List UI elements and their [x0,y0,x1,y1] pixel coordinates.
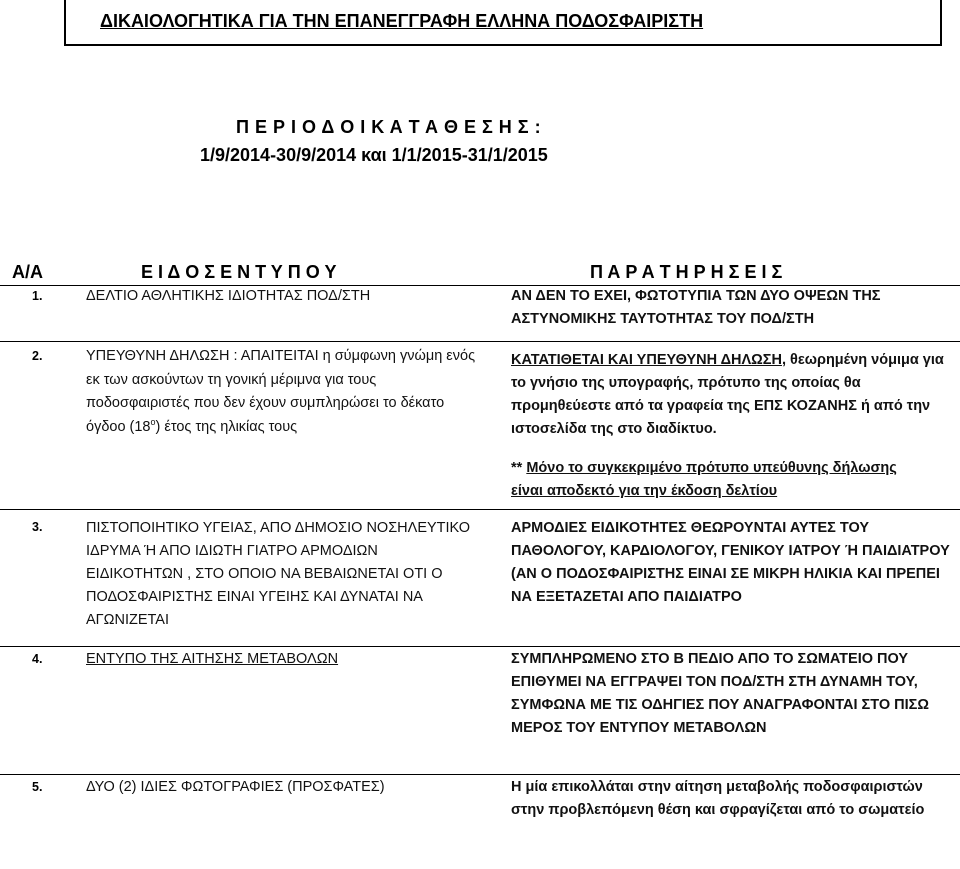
row-number: 5. [32,780,43,794]
row-item-text: ΥΠΕΥΘΥΝΗ ΔΗΛΩΣΗ : ΑΠΑΙΤΕΙΤΑΙ η σύμφωνη γνώμη ενός εκ των ασκούντων τη γονική μέριμνα για τους ποδοσφαιριστές που δεν έχουν συμπληρώσει το δέκατο όγδοο (18 [86,348,476,435]
row-note: ΣΥΜΠΛΗΡΩΜΕΝΟ ΣΤΟ Β ΠΕΔΙΟ ΑΠΟ ΤΟ ΣΩΜΑΤΕΙΟ ΠΟΥ ΕΠΙΘΥΜΕΙ ΝΑ ΕΓΓΡΑΨΕΙ ΤΟΝ ΠΟΔ/ΣΤΗ ΣΤΗ ΔΥΝΑΜΗ ΤΟΥ, ΣΥΜΦΩΝΑ ΜΕ ΤΙΣ ΟΔΗΓΙΕΣ ΠΟΥ ΑΝΑΓΡΑΦΟΝΤΑΙ ΣΤΟ ΠΙΣΩ ΜΕΡΟΣ ΤΟΥ ΕΝΤΥΠΟΥ ΜΕΤΑΒΟΛΩΝ [511,651,929,736]
star-prefix: ** [511,460,527,476]
header-eidos: Ε Ι Δ Ο Σ Ε Ν Τ Υ Π Ο Υ [141,262,337,282]
row-note [511,349,946,441]
row-number: 2. [32,349,43,363]
note-rest: , θεωρημένη νόμιμα για το γνήσιο της υπογραφής, πρότυπο της οποίας θα προμηθεύεστε από τα γραφεία της ΕΠΣ ΚΟΖΑΝΗΣ ή από την ιστοσελίδα της στο διαδίκτυο. [511,352,944,437]
row-item: ΕΝΤΥΠΟ ΤΗΣ ΑΙΤΗΣΗΣ ΜΕΤΑΒΟΛΩΝ [86,651,339,667]
row-item-text-end: ) έτος της ηλικίας τους [155,418,298,435]
row-divider [0,774,960,775]
row-number: 1. [32,289,43,303]
row-note: Η μία επικολλάται στην αίτηση μεταβολής ποδοσφαιριστών στην προβλεπόμενη θέση και σφραγίζεται από το σωματείο [511,779,925,818]
row-number: 4. [32,652,43,666]
note-underlined: ΚΑΤΑΤΙΘΕΤΑΙ ΚΑΙ ΥΠΕΥΘΥΝΗ ΔΗΛΩΣΗ [511,352,782,368]
row-item: ΔΥΟ (2) ΙΔΙΕΣ ΦΩΤΟΓΡΑΦΙΕΣ (ΠΡΟΣΦΑΤΕΣ) [86,779,385,795]
star-note-underlined: Μόνο το συγκεκριμένο πρότυπο υπεύθυνης δήλωσης είναι αποδεκτό για την έκδοση δελτίου [511,460,897,499]
row-item [86,345,481,439]
row-divider [0,341,960,342]
row-item: ΠΙΣΤΟΠΟΙΗΤΙΚΟ ΥΓΕΙΑΣ, ΑΠΟ ΔΗΜΟΣΙΟ ΝΟΣΗΛΕΥΤΙΚΟ ΙΔΡΥΜΑ Ή ΑΠΟ ΙΔΙΩΤΗ ΓΙΑΤΡΟ ΑΡΜΟΔΙΩΝ ΕΙΔΙΚΟΤΗΤΩΝ , ΣΤΟ ΟΠΟΙΟ ΝΑ ΒΕΒΑΙΩΝΕΤΑΙ ΟΤΙ Ο ΠΟΔΟΣΦΑΙΡΙΣΤΗΣ ΕΙΝΑΙ ΥΓΕΙΗΣ ΚΑΙ ΔΥΝΑΤΑΙ ΝΑ ΑΓΩΝΙΖΕΤΑΙ [86,520,471,628]
header-aa: Α/Α [12,262,43,282]
period-dates: 1/9/2014-30/9/2014 και 1/1/2015-31/1/2015 [200,145,548,165]
row-number: 3. [32,520,43,534]
row-divider [0,509,960,510]
row-divider [0,646,960,647]
page-title: ΔΙΚΑΙΟΛΟΓΗΤΙΚΑ ΓΙΑ ΤΗΝ ΕΠΑΝΕΓΓΡΑΦΗ ΕΛΛΗΝΑ ΠΟΔΟΣΦΑΙΡΙΣΤΗ [100,11,704,31]
row-note: ΑΡΜΟΔΙΕΣ ΕΙΔΙΚΟΤΗΤΕΣ ΘΕΩΡΟΥΝΤΑΙ ΑΥΤΕΣ ΤΟΥ ΠΑΘΟΛΟΓΟΥ, ΚΑΡΔΙΟΛΟΓΟΥ, ΓΕΝΙΚΟΥ ΙΑΤΡΟΥ Ή ΠΑΙΔΙΑΤΡΟΥ (ΑΝ Ο ΠΟΔΟΣΦΑΙΡΙΣΤΗΣ ΕΙΝΑΙ ΣΕ ΜΙΚΡΗ ΗΛΙΚΙΑ ΚΑΙ ΠΡΕΠΕΙ ΝΑ ΕΞΕΤΑΖΕΤΑΙ ΑΠΟ ΠΑΙΔΙΑΤΡΟ [511,520,950,605]
period-label: Π Ε Ρ Ι Ο Δ Ο Ι Κ Α Τ Α Θ Ε Σ Η Σ : [236,117,542,137]
row-note: ΑΝ ΔΕΝ ΤΟ ΕΧΕΙ, ΦΩΤΟΤΥΠΙΑ ΤΩΝ ΔΥΟ ΟΨΕΩΝ ΤΗΣ ΑΣΤΥΝΟΜΙΚΗΣ ΤΑΥΤΟΤΗΤΑΣ ΤΟΥ ΠΟΔ/ΣΤΗ [511,288,881,327]
row-item: ΔΕΛΤΙΟ ΑΘΛΗΤΙΚΗΣ ΙΔΙΟΤΗΤΑΣ ΠΟΔ/ΣΤΗ [86,288,371,304]
ordinal-superscript: ο [150,416,156,427]
title-box [64,0,942,46]
header-notes: Π Α Ρ Α Τ Η Ρ Η Σ Ε Ι Σ [590,262,783,282]
star-note [511,457,911,503]
